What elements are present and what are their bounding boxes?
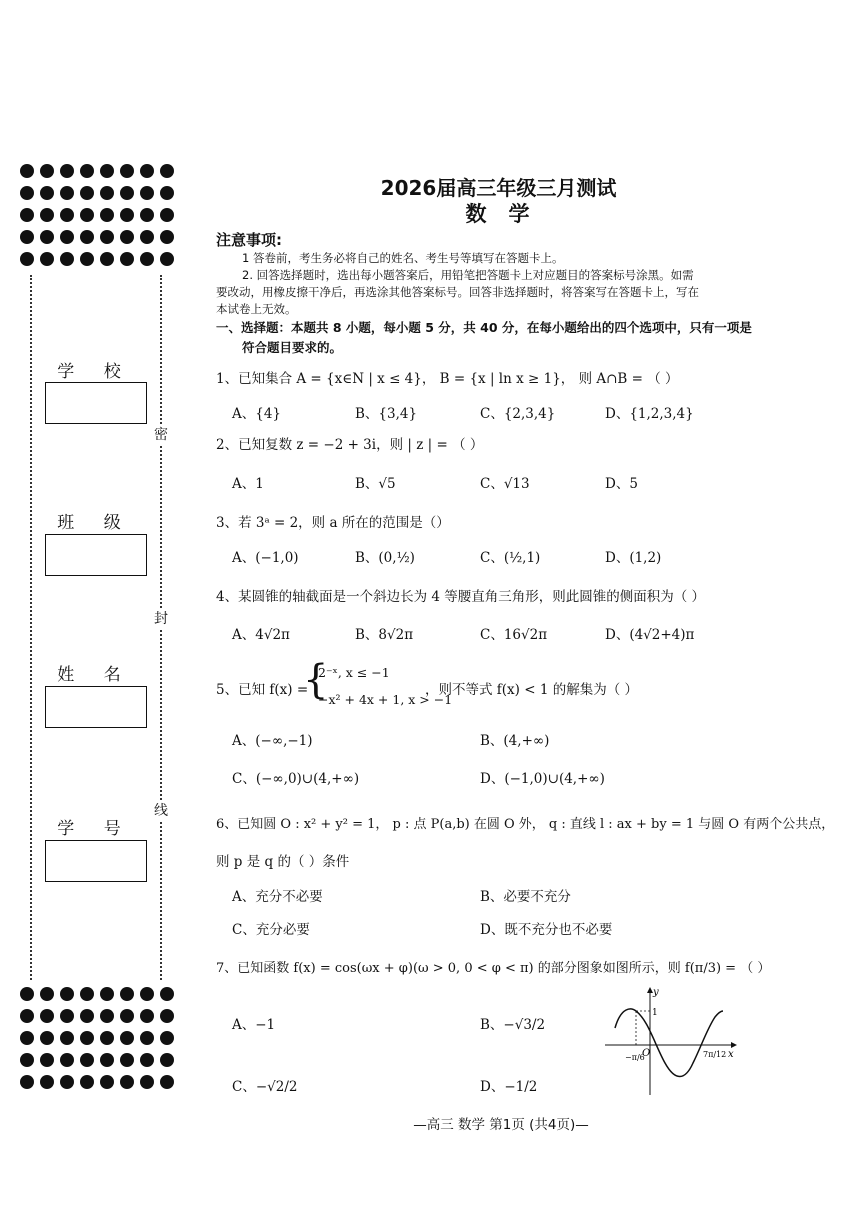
decorative-dot xyxy=(120,987,134,1001)
decorative-dot xyxy=(120,1031,134,1045)
question-4-option-b: B、8√2π xyxy=(355,627,414,643)
decorative-dot xyxy=(20,987,34,1001)
question-6-option-a: A、充分不必要 xyxy=(232,889,323,905)
question-7-stem: 7、已知函数 f(x) = cos(ωx + φ)(ω > 0, 0 < φ < π) 的部分图象如图所示，则 f(π/3) = （ ） xyxy=(216,961,771,976)
notice-line-2: 2. 回答选择题时，选出每小题答案后，用铅笔把答题卡上对应题目的答案标号涂黑。如需 xyxy=(242,268,694,282)
question-1-option-a: A、{4} xyxy=(232,406,282,422)
question-3-option-c: C、(½,1) xyxy=(480,550,541,566)
question-4-option-c: C、16√2π xyxy=(480,627,548,643)
decorative-dot xyxy=(20,1031,34,1045)
question-2-option-d: D、5 xyxy=(605,476,638,492)
question-1-option-d: D、{1,2,3,4} xyxy=(605,406,694,422)
graph-x-label: x xyxy=(728,1049,734,1060)
decorative-dot xyxy=(100,252,114,266)
question-6-stem: 6、已知圆 O : x² + y² = 1， p : 点 P(a,b) 在圆 O 外， q : 直线 l : ax + by = 1 与圆 O 有两个公共点， xyxy=(216,817,835,832)
seal-char-xian: 线 xyxy=(154,800,168,820)
question-5-case-1: 2⁻ˣ, x ≤ −1 xyxy=(318,665,390,680)
class-field[interactable] xyxy=(45,534,147,576)
decorative-dot xyxy=(80,1009,94,1023)
seal-char-mi: 密 xyxy=(154,424,168,444)
piecewise-brace: { xyxy=(303,657,329,703)
graph-right-tick: 7π/12 xyxy=(703,1050,727,1059)
question-2-option-a: A、1 xyxy=(232,476,264,492)
name-field[interactable] xyxy=(45,686,147,728)
page-footer: —高三 数学 第1页 (共4页)— xyxy=(413,1117,589,1133)
decorative-dot xyxy=(120,230,134,244)
decorative-dot xyxy=(100,230,114,244)
decorative-dot xyxy=(100,1009,114,1023)
question-6-option-d: D、既不充分也不必要 xyxy=(480,922,613,938)
decorative-dot xyxy=(120,1053,134,1067)
decorative-dot xyxy=(140,1053,154,1067)
question-3-option-d: D、(1,2) xyxy=(605,550,662,566)
decorative-dot xyxy=(40,230,54,244)
exam-subject: 数学 xyxy=(465,202,552,226)
question-2-stem: 2、已知复数 z = −2 + 3i，则 | z | = （ ） xyxy=(216,437,484,453)
id-field[interactable] xyxy=(45,840,147,882)
question-5-option-c: C、(−∞,0)∪(4,+∞) xyxy=(232,771,360,787)
question-6-option-c: C、充分必要 xyxy=(232,922,310,938)
decorative-dot xyxy=(100,1075,114,1089)
exam-title: 2026届高三年级三月测试 xyxy=(380,176,617,200)
decorative-dot xyxy=(160,1031,174,1045)
decorative-dot xyxy=(40,1031,54,1045)
question-7-option-b: B、−√3/2 xyxy=(480,1017,546,1033)
graph-x-arrow xyxy=(731,1042,737,1048)
decorative-dot xyxy=(20,230,34,244)
question-5-option-a: A、(−∞,−1) xyxy=(232,733,313,749)
decorative-dot xyxy=(100,1031,114,1045)
decorative-dot xyxy=(80,1053,94,1067)
decorative-dot xyxy=(80,252,94,266)
graph-origin-label: O xyxy=(642,1048,651,1059)
question-3-option-a: A、(−1,0) xyxy=(232,550,299,566)
graph-y-label: y xyxy=(653,987,659,998)
decorative-dot xyxy=(20,1053,34,1067)
name-label: 姓 名 xyxy=(57,665,133,685)
decorative-dot xyxy=(20,252,34,266)
notice-heading: 注意事项: xyxy=(216,231,282,249)
question-5-case-2: −x² + 4x + 1, x > −1 xyxy=(318,692,453,707)
decorative-dot xyxy=(80,1031,94,1045)
decorative-dot xyxy=(60,252,74,266)
question-5-prefix: 5、已知 f(x) = xyxy=(216,682,309,698)
cosine-curve xyxy=(615,1009,723,1077)
decorative-dot xyxy=(40,1075,54,1089)
question-1-option-b: B、{3,4} xyxy=(355,406,418,422)
decorative-dot xyxy=(140,1075,154,1089)
decorative-dot xyxy=(140,252,154,266)
cosine-graph xyxy=(603,985,738,1100)
id-label: 学 号 xyxy=(57,819,133,839)
decorative-dot xyxy=(120,1009,134,1023)
question-4-option-d: D、(4√2+4)π xyxy=(605,627,695,643)
decorative-dot xyxy=(160,987,174,1001)
decorative-dot xyxy=(40,1053,54,1067)
question-1-stem: 1、已知集合 A = {x∈N | x ≤ 4}， B = {x | ln x ≥ 1}， 则 A∩B = （ ） xyxy=(216,371,679,387)
decorative-dot xyxy=(140,1009,154,1023)
question-5-option-b: B、(4,+∞) xyxy=(480,733,550,749)
graph-tick-1: 1 xyxy=(652,1008,658,1018)
decorative-dot xyxy=(40,252,54,266)
decorative-dot xyxy=(60,230,74,244)
decorative-dot xyxy=(140,230,154,244)
decorative-dot xyxy=(160,1053,174,1067)
decorative-dot xyxy=(120,252,134,266)
class-label: 班 级 xyxy=(57,513,133,533)
question-2-option-b: B、√5 xyxy=(355,476,396,492)
decorative-dot xyxy=(40,987,54,1001)
decorative-dot xyxy=(60,1053,74,1067)
decorative-dot xyxy=(60,1031,74,1045)
decorative-dot xyxy=(20,1075,34,1089)
question-7-option-a: A、−1 xyxy=(232,1017,276,1033)
question-1-option-c: C、{2,3,4} xyxy=(480,406,556,422)
decorative-dot xyxy=(100,1053,114,1067)
school-label: 学 校 xyxy=(57,362,133,382)
question-2-option-c: C、√13 xyxy=(480,476,530,492)
decorative-dot xyxy=(20,1009,34,1023)
decorative-dot xyxy=(160,1009,174,1023)
seal-char-feng: 封 xyxy=(154,608,168,628)
decorative-dot xyxy=(140,1031,154,1045)
notice-line-4: 本试卷上无效。 xyxy=(216,302,297,316)
section-heading-line-2: 符合题目要求的。 xyxy=(242,340,343,355)
question-7-option-c: C、−√2/2 xyxy=(232,1079,298,1095)
question-4-option-a: A、4√2π xyxy=(232,627,290,643)
question-5-option-d: D、(−1,0)∪(4,+∞) xyxy=(480,771,605,787)
question-4-stem: 4、某圆锥的轴截面是一个斜边长为 4 等腰直角三角形，则此圆锥的侧面积为（ ） xyxy=(216,589,706,605)
decorative-dot xyxy=(120,1075,134,1089)
decorative-dot xyxy=(60,1075,74,1089)
question-3-option-b: B、(0,½) xyxy=(355,550,415,566)
decorative-dot xyxy=(80,230,94,244)
bottom-dot-pattern xyxy=(20,987,176,1091)
question-6-stem-2: 则 p 是 q 的（ ）条件 xyxy=(216,854,350,870)
school-field[interactable] xyxy=(45,382,147,424)
question-3-stem: 3、若 3ᵃ = 2，则 a 所在的范围是（） xyxy=(216,515,450,531)
binding-line-left xyxy=(30,275,32,980)
notice-line-3: 要改动，用橡皮擦干净后，再选涂其他答案标号。回答非选择题时，将答案写在答题卡上，写在 xyxy=(216,285,699,299)
question-7-option-d: D、−1/2 xyxy=(480,1079,538,1095)
decorative-dot xyxy=(40,1009,54,1023)
decorative-dot xyxy=(160,1075,174,1089)
decorative-dot xyxy=(60,987,74,1001)
section-heading-line-1: 一、选择题：本题共 8 小题，每小题 5 分，共 40 分，在每小题给出的四个选项中，只有一项是 xyxy=(216,320,752,335)
graph-left-tick: −π/6 xyxy=(625,1053,645,1062)
decorative-dot xyxy=(160,230,174,244)
question-6-option-b: B、必要不充分 xyxy=(480,889,571,905)
decorative-dot xyxy=(140,987,154,1001)
decorative-dot xyxy=(160,252,174,266)
decorative-dot xyxy=(100,987,114,1001)
decorative-dot xyxy=(60,1009,74,1023)
decorative-dot xyxy=(80,987,94,1001)
notice-line-1: 1 答卷前，考生务必将自己的姓名、考生号等填写在答题卡上。 xyxy=(242,251,564,265)
question-5-suffix: ，则不等式 f(x) < 1 的解集为（ ） xyxy=(425,682,639,698)
decorative-dot xyxy=(80,1075,94,1089)
